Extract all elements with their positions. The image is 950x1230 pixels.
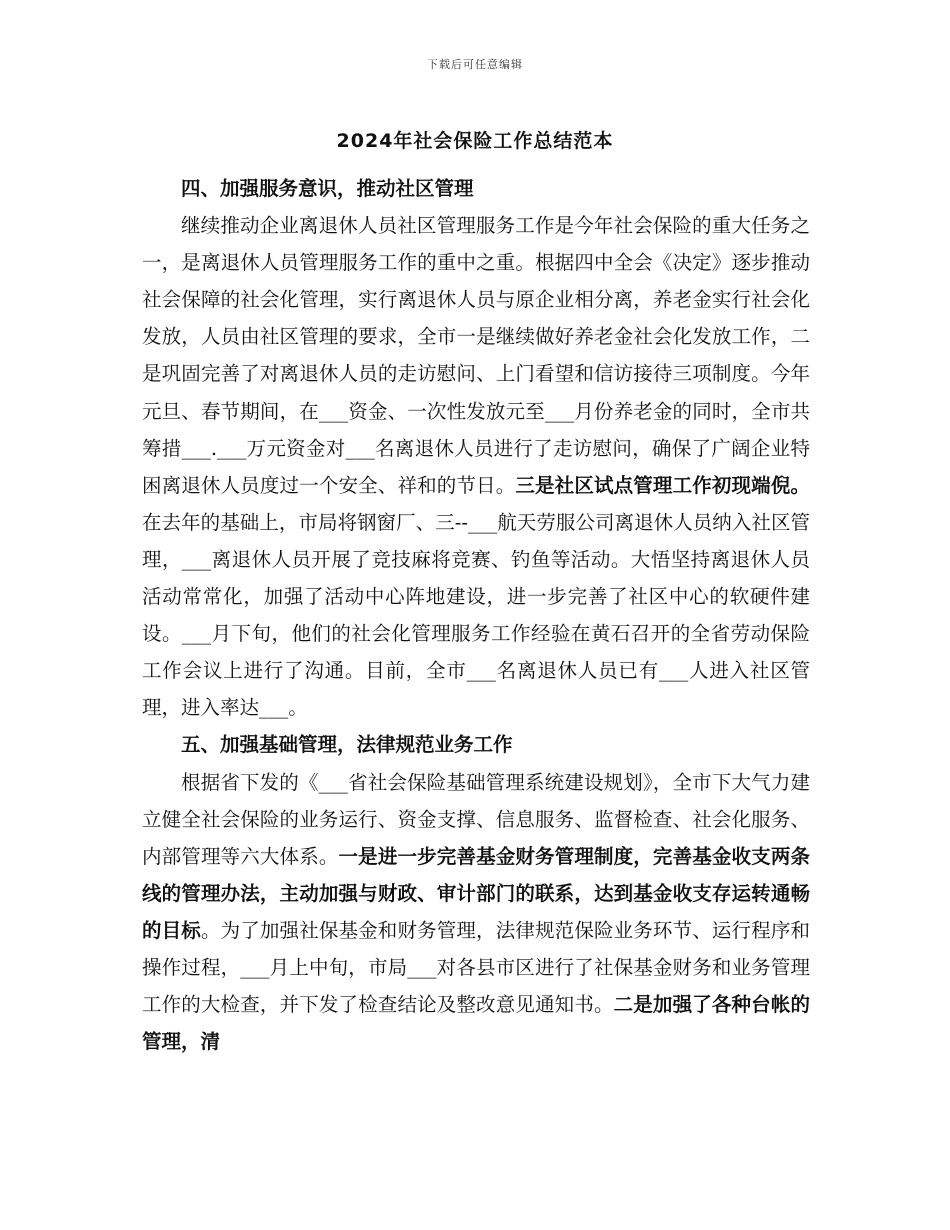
paragraph-bold-text: 一是进一步完善基金财务管理制度，完善基金收支两条线的管理办法，主动加强与财政、审计部门的联系，达到基金收支存运转通畅的目标 (142, 844, 810, 942)
header-note: 下载后可任意编辑 (427, 58, 523, 71)
paragraph-text: 继续推动企业离退休人员社区管理服务工作是今年社会保险的重大任务之一，是离退休人员管理服务工作的重中之重。根据四中全会《决定》逐步推动社会保障的社会化管理，实行离退休人员与原企业相分离，养老金实行社会化发放，人员由社区管理的要求，全市一是继续做好养老金社会化发放工作，二是巩固完善了对离退休人员的走访慰问、上门看望和信访接待三项制度。今年元旦、春节期间，在___资金、一次性发放元至___月份养老金的同时，全市共筹措___.___万元资金对___名离退休人员进行了走访慰问，确保了广阔企业特困离退休人员度过一个安全、祥和的节日。 (142, 214, 810, 497)
paragraph-text: 。为了加强社保基金和财务管理，法律规范保险业务环节、运行程序和操作过程，___月上中旬，市局___对各县市区进行了社保基金财务和业务管理工作的大检查，并下发了检查结论及整改意见通知书。 (142, 918, 810, 1017)
page-title: 2024年社会保险工作总结范本 (336, 130, 614, 152)
paragraph-bold-text: 二是加强了各种台帐的管理，清 (142, 993, 810, 1054)
paragraph-text: 在去年的基础上，市局将钢窗厂、三--___航天劳服公司离退休人员纳入社区管理，___离退休人员开展了竞技麻将竞赛、钓鱼等活动。大悟坚持离退休人员活动常常化，加强了活动中心阵地建设，进一步完善了社区中心的软硬件建设。___月下旬，他们的社会化管理服务工作经验在黄石召开的全省劳动保险工作会议上进行了沟通。目前，全市___名离退休人员已有___人进入社区管理，进入率达___。 (142, 510, 810, 720)
paragraph-bold-text: 三是社区试点管理工作初现端倪。 (515, 473, 810, 497)
section-heading-5: 五、加强基础管理，法律规范业务工作 (181, 733, 513, 757)
paragraph-text: 根据省下发的《___省社会保险基础管理系统建设规划》，全市下大气力建立健全社会保险的业务运行、资金支撑、信息服务、监督检查、社会化服务、内部管理等六大体系。 (142, 770, 810, 868)
section-heading-4: 四、加强服务意识，推动社区管理 (181, 177, 474, 200)
section-paragraph-4 (142, 207, 810, 726)
section-paragraph-5 (142, 764, 810, 1061)
document-body (142, 170, 810, 1060)
